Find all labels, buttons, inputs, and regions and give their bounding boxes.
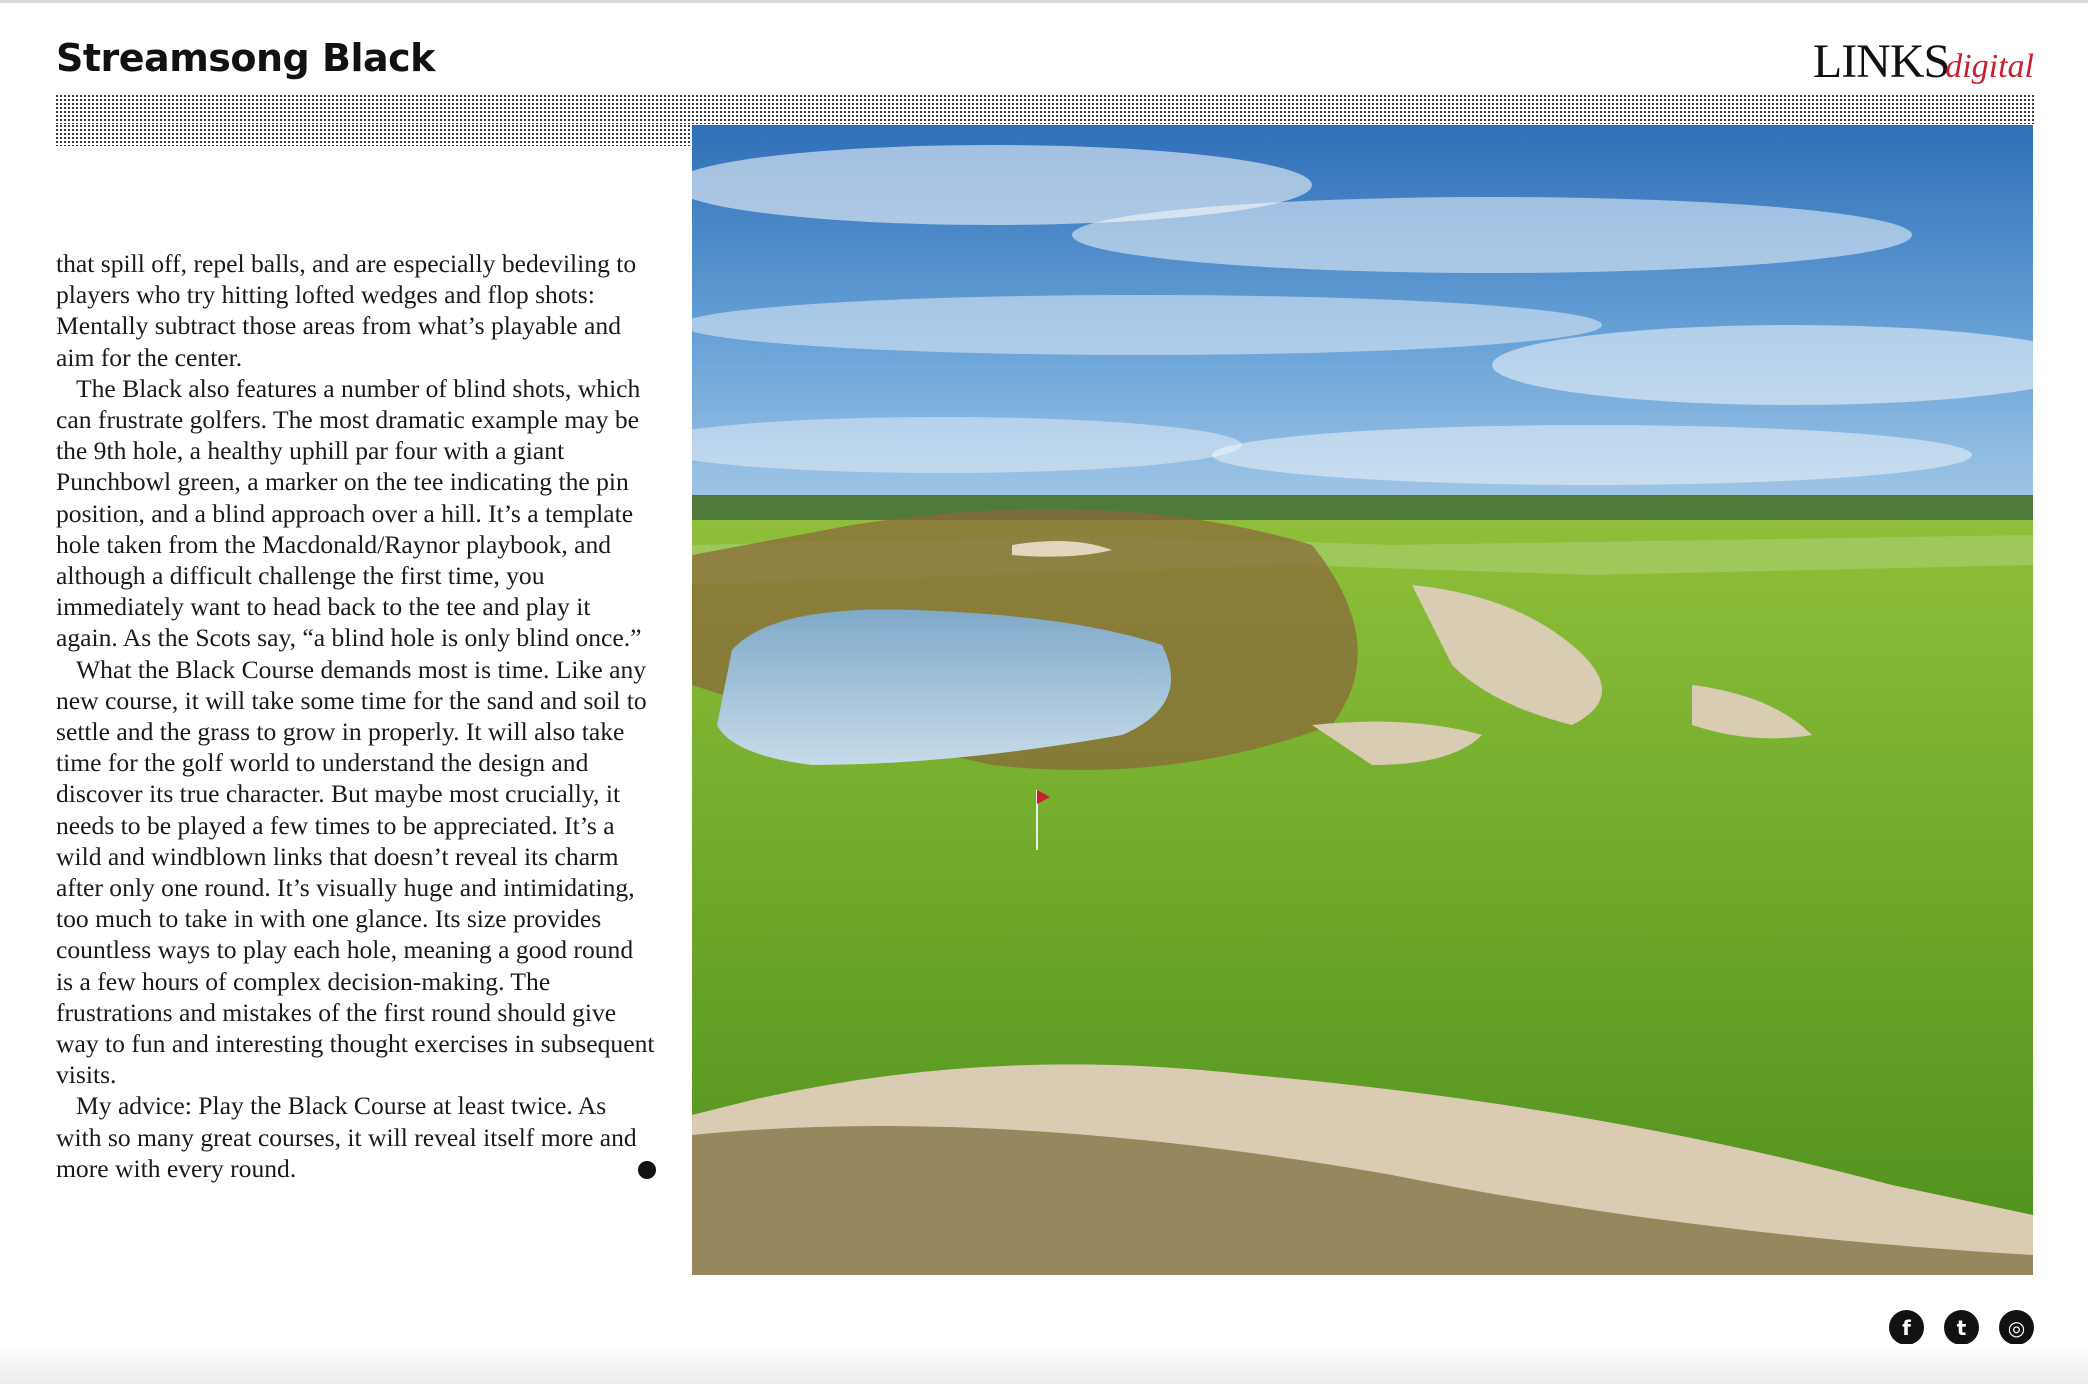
article-paragraph: that spill off, repel balls, and are especially bedeviling to players who try hitting lofted wedges and flop shots: Mentally subtract those areas from what’s playable and aim for the center. [56,249,637,372]
brand-logo[interactable] [1813,34,2034,89]
top-border [0,0,2088,3]
twitter-icon[interactable]: t [1944,1310,1979,1345]
article-body [56,248,666,1184]
end-mark-icon: L [638,1161,656,1179]
page-title: Streamsong Black [56,36,435,80]
golf-course-photo [692,125,2033,1275]
social-links [1889,1310,2034,1345]
article-paragraph: The Black also features a number of blind shots, which can frustrate golfers. The most dramatic example may be the 9th hole, a healthy uphill par four with a giant Punchbowl green, a marker on the tee indicating the pin position, and a blind approach over a hill. It’s a template hole taken from the Macdonald/Raynor playbook, and although a difficult challenge the first time, you immediately want to head back to the tee and play it again. As the Scots say, “a blind hole is only blind once.” [56,373,642,653]
halftone-rule [55,94,2035,124]
brand-secondary: digital [1945,48,2034,85]
brand-primary: LINKS [1812,35,1950,88]
halftone-rule-left [55,124,692,146]
article-paragraph-text: My advice: Play the Black Course at least twice. As with so many great courses, it will reveal itself more and more with every round. [56,1091,637,1183]
facebook-icon[interactable]: f [1889,1310,1924,1345]
instagram-icon[interactable]: ◎ [1999,1310,2034,1345]
article-paragraph: What the Black Course demands most is time. Like any new course, it will take some time for the sand and soil to settle and the grass to grow in properly. It will also take time for the golf world to understand the design and discover its true character. But maybe most crucially, it needs to be played a few times to be appreciated. It’s a wild and windblown links that doesn’t reveal its charm after only one round. It’s visually huge and intimidating, too much to take in with one glance. Its size provides countless ways to play each hole, meaning a good round is a few hours of complex decision-making. The frustrations and mistakes of the first round should give way to fun and interesting thought exercises in subsequent visits. [56,654,655,1090]
bottom-bar [0,1344,2088,1384]
article-paragraph [56,1090,666,1184]
